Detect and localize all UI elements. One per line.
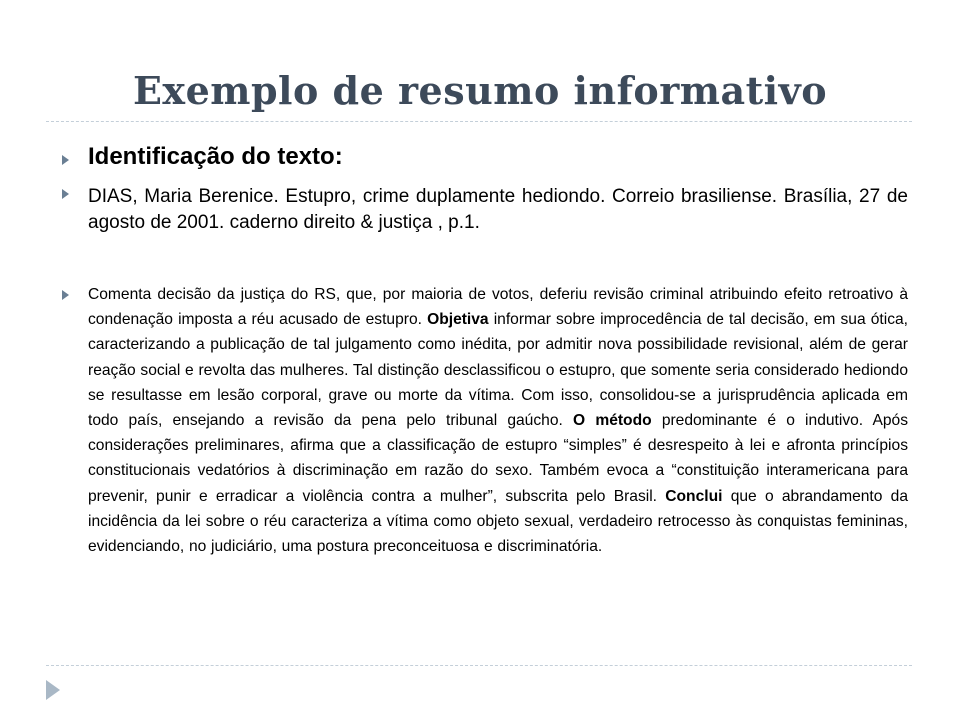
citation-text: DIAS, Maria Berenice. Estupro, crime duplamente hediondo. Correio brasiliense. Brasília, 27 de agosto de 2001. caderno direito & justiça , p.1. bbox=[88, 186, 908, 233]
play-icon[interactable] bbox=[46, 680, 60, 700]
triangle-right-icon bbox=[62, 290, 69, 300]
summary-keyword: Conclui bbox=[665, 487, 723, 505]
section-heading: Identificação do texto: bbox=[88, 143, 343, 170]
summary-paragraph bbox=[88, 282, 908, 559]
summary-keyword: O método bbox=[573, 412, 652, 430]
slide-title: Exemplo de resumo informativo bbox=[132, 68, 828, 113]
top-divider bbox=[46, 121, 912, 122]
summary-text: que o abrandamento da incidência da lei sobre o réu caracteriza a vítima como objeto sexual, verdadeiro retrocesso às conquistas femininas, evidenciando, no judiciário, uma postura preconceituosa e discriminatória. bbox=[88, 487, 908, 556]
triangle-right-icon bbox=[62, 155, 69, 165]
triangle-right-icon bbox=[62, 189, 69, 199]
summary-text: Comenta decisão da justiça do RS, que, por maioria de votos, deferiu revisão criminal atribuindo efeito retroativo à condenação imposta a réu acusado de estupro. bbox=[88, 286, 908, 329]
summary-text: informar sobre improcedência de tal decisão, em sua ótica, caracterizando a publicação de tal julgamento como inédita, por admitir nova possibilidade revisional, além de gerar reação social e revolta das mulheres. Tal distinção desclassificou o estupro, que somente seria considerado hediondo se resultasse em lesão corporal, grave ou morte da vítima. Com isso, consolidou-se a jurisprudência aplicada em todo país, ensejando a revisão da pena pelo tribunal gaúcho. bbox=[88, 311, 909, 430]
bottom-divider bbox=[46, 665, 912, 666]
summary-text: predominante é o indutivo. Após considerações preliminares, afirma que a classificação de estupro “simples” é desrespeito à lei e afronta princípios constitucionais vedatórios à discriminação em razão do sexo. Também evoca a “constituição interamericana para prevenir, punir e erradicar a violência contra a mulher”, subscrita pelo Brasil. bbox=[88, 412, 909, 505]
summary-keyword: Objetiva bbox=[427, 311, 489, 329]
